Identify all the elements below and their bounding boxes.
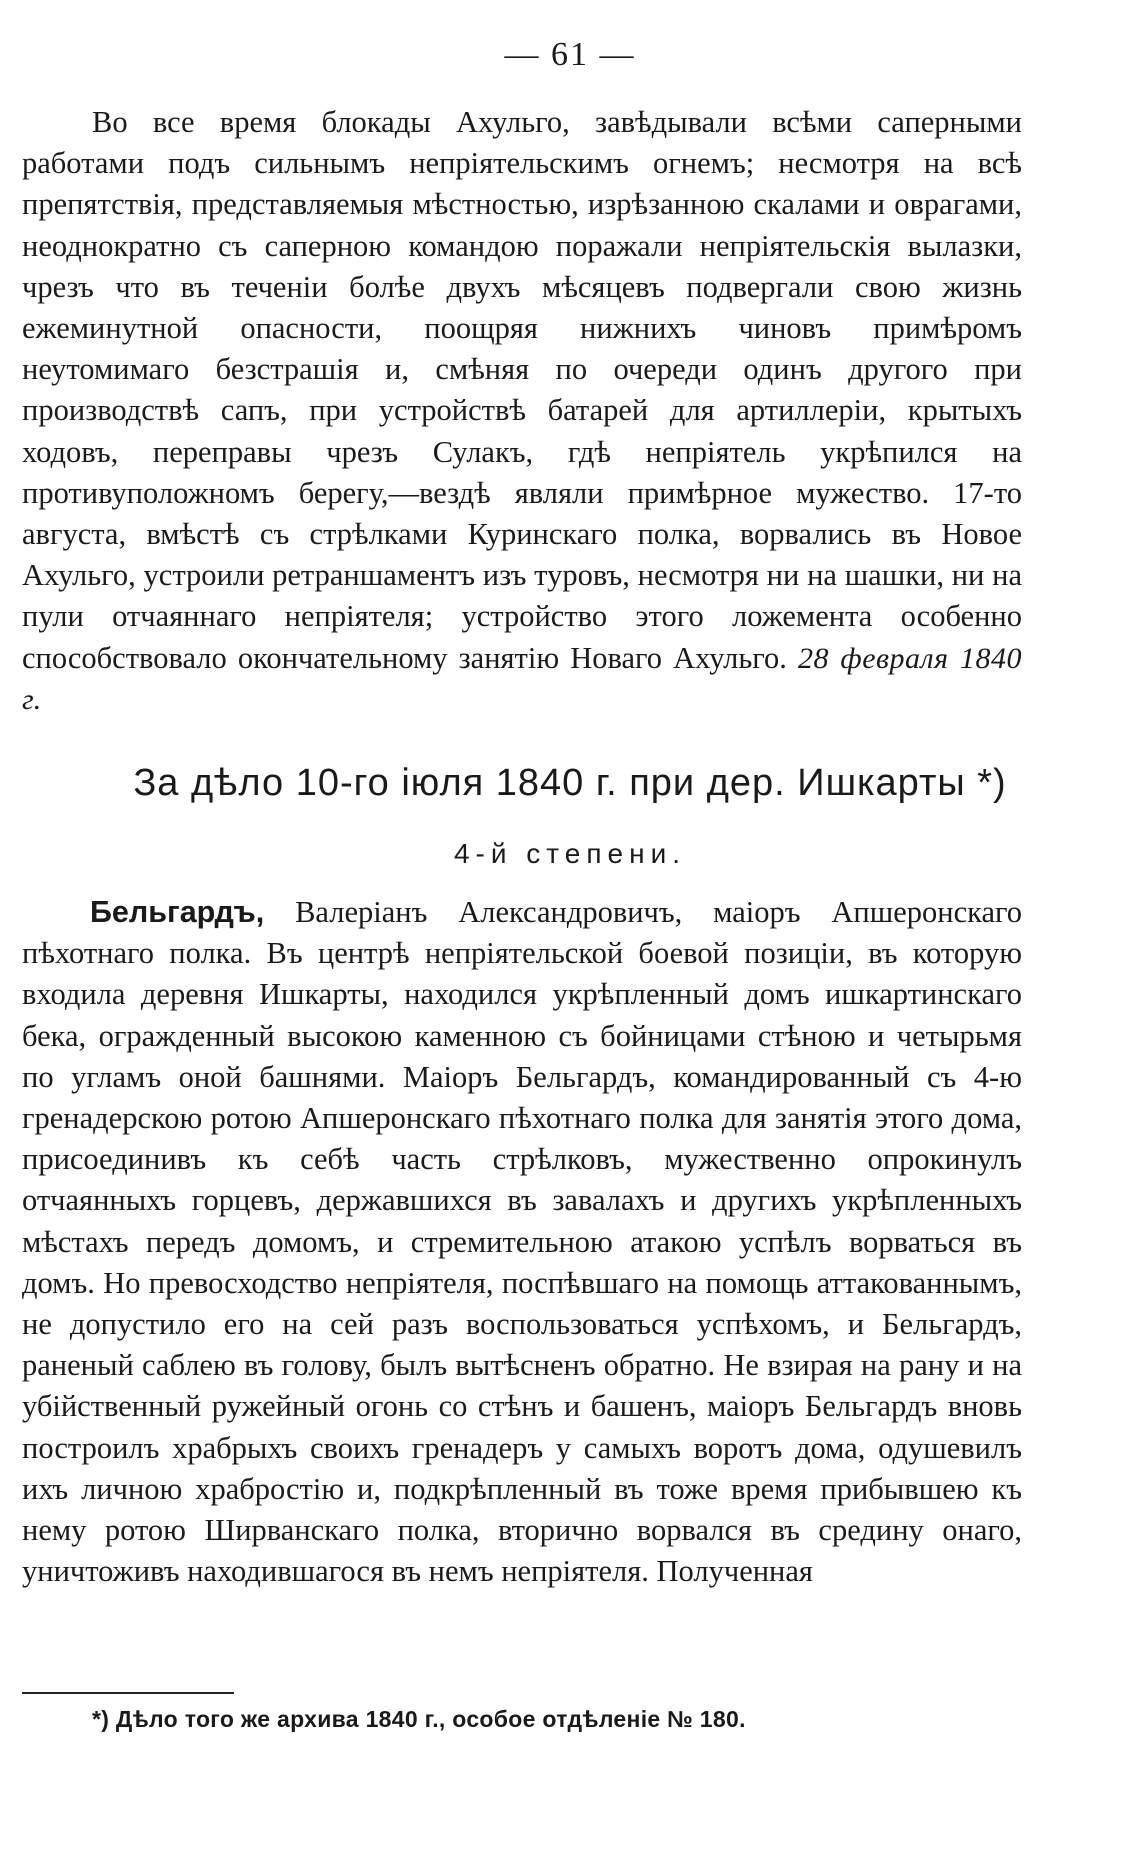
entry-name: Бельгардъ, [90,895,265,929]
section-title: За дѣло 10-го іюля 1840 г. при дер. Ишкарты *) [133,762,1007,804]
page-number: — 61 — [504,36,636,73]
footnote-divider [22,1692,234,1694]
entry-text: Валеріанъ Александровичъ, маіоръ Апшеронскаго пѣхотнаго полка. Въ центрѣ непріятельской боевой позиціи, въ которую входила деревня Ишкарты, находился укрѣпленный домъ ишкартинскаго бека, огражденный высокою каменною съ бойницами стѣною и четырьмя по угламъ оной башнями. Маіоръ Бельгардъ, командированный съ 4-ю гренадерскою ротою Апшеронскаго пѣхотнаго полка для занятія этого дома, присоединивъ къ себѣ часть стрѣлковъ, мужественно опрокинулъ отчаянныхъ горцевъ, державшихся въ завалахъ и другихъ укрѣпленныхъ мѣстахъ передъ домомъ, и стремительною атакою успѣлъ ворваться въ домъ. Но превосходство непріятеля, поспѣвшаго на помощь аттакованнымъ, не допустило его на сей разъ воспользоваться успѣхомъ, и Бельгардъ, раненый саблею въ голову, былъ вытѣсненъ обратно. Не взирая на рану и на убійственный ружейный огонь со стѣнъ и башенъ, маіоръ Бельгардъ вновь построилъ храбрыхъ своихъ гренадеръ у самыхъ воротъ дома, одушевилъ ихъ личною храбростію и, подкрѣпленный въ тоже время прибывшею къ нему ротою Ширванскаго полка, вторично ворвался въ средину онаго, уничтоживъ находившагося въ немъ непріятеля. Полученная [22,895,1022,1589]
award-date: 28 февраля 1840 г. [22,641,1023,716]
footnote: *) Дѣло того же архива 1840 г., особое отдѣленіе № 180. [92,1706,746,1732]
entry-paragraph [22,892,1022,1592]
award-degree: 4-й степени. [453,838,686,869]
continuation-text: Во все время блокады Ахульго, завѣдывали всѣми саперными работами подъ сильнымъ непріятельскимъ огнемъ; несмотря на всѣ препятствія, представляемыя мѣстностью, изрѣзанною скалами и оврагами, неоднократно съ саперною командою поражали непріятельскія вылазки, чрезъ что въ теченіи болѣе двухъ мѣсяцевъ подвергали свою жизнь ежеминутной опасности, поощряя нижнихъ чиновъ примѣромъ неутомимаго безстрашія и, смѣняя по очереди одинъ другого при производствѣ сапъ, при устройствѣ батарей для артиллеріи, крытыхъ ходовъ, переправы чрезъ Сулакъ, гдѣ непріятель укрѣпился на противуположномъ берегу,—вездѣ являли примѣрное мужество. 17-то августа, вмѣстѣ съ стрѣлками Куринскаго полка, ворвались въ Новое Ахульго, устроили ретраншаментъ изъ туровъ, несмотря ни на шашки, ни на пули отчаяннаго непріятеля; устройство этого ложемента особенно способствовало окончательному занятію Новаго Ахульго. [22,105,1022,675]
continuation-paragraph [22,102,1022,720]
